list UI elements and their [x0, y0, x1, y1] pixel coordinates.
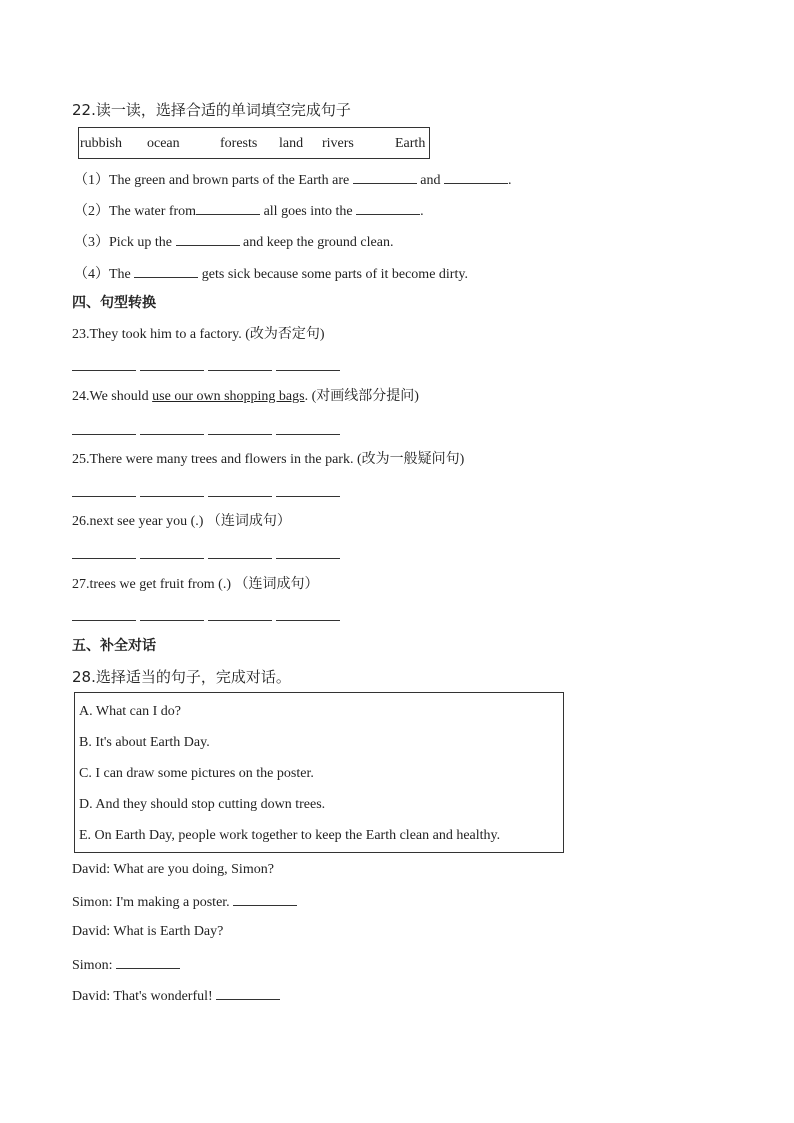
q24-prompt: 24.We should use our own shopping bags. (对画线部分提问)	[72, 389, 419, 404]
q23-answer-blanks[interactable]	[72, 370, 344, 372]
option-a: A. What can I do?	[79, 704, 181, 719]
dialogue-line: David: What is Earth Day?	[72, 924, 224, 939]
q27-answer-blanks[interactable]	[72, 620, 344, 622]
q26-answer-blanks[interactable]	[72, 558, 344, 560]
underlined-phrase: use our own shopping bags	[152, 389, 305, 404]
option-c: C. I can draw some pictures on the poster.	[79, 766, 314, 781]
answer-blank[interactable]	[196, 201, 260, 215]
answer-blank[interactable]	[353, 170, 417, 184]
word-bank-item: rivers	[322, 136, 354, 151]
q22-sentence-1: （1）The green and brown parts of the Earth are and .	[74, 170, 511, 190]
word-bank-item: Earth	[395, 136, 426, 151]
q27-prompt: 27.trees we get fruit from (.) （连词成句）	[72, 577, 319, 592]
word-bank-item: rubbish	[80, 136, 122, 151]
option-b: B. It's about Earth Day.	[79, 735, 210, 750]
answer-blank[interactable]	[233, 892, 297, 906]
q28-prompt: 28.选择适当的句子，完成对话。	[72, 668, 291, 686]
q22-sentence-3: （3）Pick up the and keep the ground clean.	[74, 232, 393, 252]
answer-blank[interactable]	[216, 986, 280, 1000]
word-bank-item: land	[279, 136, 304, 151]
q22-title: 22.读一读，选择合适的单词填空完成句子	[72, 101, 351, 119]
q22-sentence-4: （4）The gets sick because some parts of it become dirty.	[74, 264, 468, 284]
dialogue-line: David: What are you doing, Simon?	[72, 862, 274, 877]
q25-answer-blanks[interactable]	[72, 496, 344, 498]
option-d: D. And they should stop cutting down trees.	[79, 797, 326, 812]
word-bank-box	[78, 127, 430, 159]
answer-blank[interactable]	[134, 264, 198, 278]
dialogue-line: David: That's wonderful!	[72, 986, 280, 1006]
answer-blank[interactable]	[444, 170, 508, 184]
q22-sentence-2: （2）The water from all goes into the .	[74, 201, 424, 221]
answer-blank[interactable]	[176, 232, 240, 246]
q25-prompt: 25.There were many trees and flowers in the park. (改为一般疑问句)	[72, 452, 465, 467]
q24-answer-blanks[interactable]	[72, 434, 344, 436]
dialogue-line: Simon: I'm making a poster.	[72, 892, 297, 912]
word-bank-item: forests	[220, 136, 258, 151]
q26-prompt: 26.next see year you (.) （连词成句）	[72, 514, 291, 529]
dialogue-line: Simon:	[72, 955, 180, 975]
q23-prompt: 23.They took him to a factory. (改为否定句)	[72, 327, 325, 342]
options-box	[74, 692, 564, 853]
option-e: E. On Earth Day, people work together to keep the Earth clean and healthy.	[79, 828, 501, 843]
answer-blank[interactable]	[356, 201, 420, 215]
answer-blank[interactable]	[116, 955, 180, 969]
word-bank-item: ocean	[147, 136, 180, 151]
section-5-heading: 五、补全对话	[72, 638, 156, 654]
section-4-heading: 四、句型转换	[72, 295, 156, 311]
